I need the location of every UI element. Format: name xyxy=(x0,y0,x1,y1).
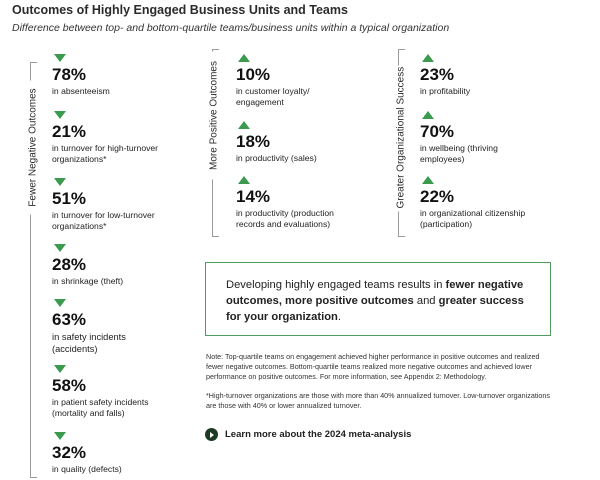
callout-bold-outcomes: fewer negative outcomes, more positive outcomes xyxy=(226,279,524,307)
callout-mid: and xyxy=(416,295,436,307)
stat-customer-loyalty xyxy=(236,54,326,108)
up-arrow-icon xyxy=(238,54,250,62)
stat-description: in safety incidents (accidents) xyxy=(52,332,126,354)
stat-description: in turnover for low-turnover organizations* xyxy=(52,210,155,231)
stat-percent: 58% xyxy=(52,376,87,395)
learn-more-label: Learn more about the 2024 meta-analysis xyxy=(225,429,412,440)
summary-callout xyxy=(205,262,551,336)
stat-description: in productivity (production records and evaluations) xyxy=(236,208,334,229)
stat-percent: 21% xyxy=(52,122,87,141)
page-title: Outcomes of Highly Engaged Business Units and Teams xyxy=(12,3,348,17)
stat-percent: 10% xyxy=(236,65,271,84)
stat-description: in wellbeing (thriving employees) xyxy=(420,143,498,164)
stat-patient-safety xyxy=(52,365,172,419)
stat-percent: 70% xyxy=(420,122,455,141)
down-arrow-icon xyxy=(54,178,66,186)
stat-turnover-high xyxy=(52,111,177,165)
turnover-footnote: *High-turnover organizations are those with more than 40% annualized turnover. Low-turnover organizations are those with 40% or lower annualized turnover. xyxy=(206,391,550,410)
positive-outcomes-label: More Positive Outcomes xyxy=(209,52,220,180)
down-arrow-icon xyxy=(54,111,66,119)
stat-percent: 32% xyxy=(52,443,87,462)
stat-description: in customer loyalty/ engagement xyxy=(236,86,310,107)
callout-intro: Developing highly engaged teams results in xyxy=(226,279,443,291)
stat-shrinkage xyxy=(52,244,177,287)
stat-productivity-sales xyxy=(236,121,361,164)
stat-profitability xyxy=(420,54,545,97)
down-arrow-icon xyxy=(54,432,66,440)
stat-percent: 78% xyxy=(52,65,87,84)
up-arrow-icon xyxy=(422,176,434,184)
up-arrow-icon xyxy=(422,54,434,62)
stat-safety-incidents xyxy=(52,299,162,355)
down-arrow-icon xyxy=(54,244,66,252)
negative-outcomes-label: Fewer Negative Outcomes xyxy=(28,81,39,215)
stat-description: in turnover for high-turnover organizations* xyxy=(52,143,159,164)
stat-citizenship xyxy=(420,176,535,230)
callout-bold-success: greater success for your organization xyxy=(226,295,524,323)
stat-description: in productivity (sales) xyxy=(236,153,317,163)
stat-percent: 28% xyxy=(52,255,87,274)
down-arrow-icon xyxy=(54,54,66,62)
down-arrow-icon xyxy=(54,299,66,307)
stat-wellbeing xyxy=(420,111,525,165)
stat-percent: 51% xyxy=(52,189,87,208)
stat-description: in organizational citizenship (participation) xyxy=(420,208,526,229)
stat-percent: 22% xyxy=(420,187,455,206)
callout-end: . xyxy=(337,311,341,323)
organizational-success-label: Greater Organizational Success xyxy=(396,66,407,212)
stat-quality xyxy=(52,432,177,475)
learn-more-link[interactable] xyxy=(205,428,411,441)
play-circle-icon xyxy=(205,428,218,441)
stat-description: in patient safety incidents (mortality and falls) xyxy=(52,397,149,418)
up-arrow-icon xyxy=(238,176,250,184)
stat-description: in absenteeism xyxy=(52,86,110,96)
stat-percent: 18% xyxy=(236,132,271,151)
up-arrow-icon xyxy=(422,111,434,119)
stat-percent: 23% xyxy=(420,65,455,84)
down-arrow-icon xyxy=(54,365,66,373)
up-arrow-icon xyxy=(238,121,250,129)
stat-absenteeism xyxy=(52,54,177,97)
page-subtitle: Difference between top- and bottom-quartile teams/business units within a typical organization xyxy=(12,22,450,34)
stat-description: in quality (defects) xyxy=(52,464,122,474)
stat-description: in profitability xyxy=(420,86,471,96)
stat-percent: 63% xyxy=(52,310,87,329)
stat-percent: 14% xyxy=(236,187,271,206)
stat-productivity-production xyxy=(236,176,351,230)
methodology-note: Note: Top-quartile teams on engagement achieved higher performance in positive outcomes and realized fewer negative outcomes. Bottom-quartile teams realized more negative outcomes and achieved lower performance on positive outcomes. For more information, see Appendix 2: Methodology. xyxy=(206,352,540,381)
stat-turnover-low xyxy=(52,178,177,232)
stat-description: in shrinkage (theft) xyxy=(52,276,124,286)
